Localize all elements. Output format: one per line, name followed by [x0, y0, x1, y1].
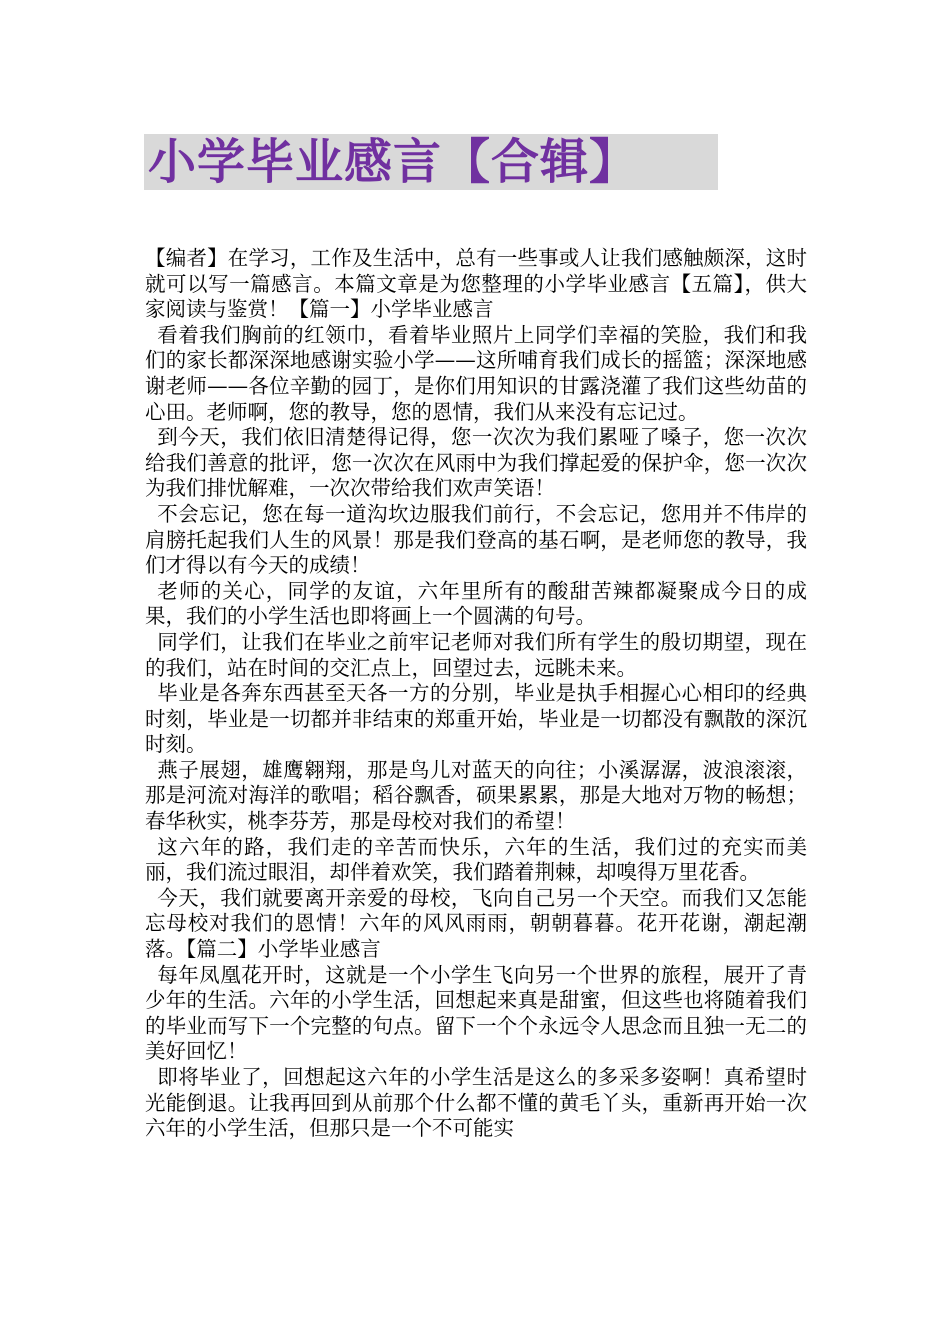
paragraph: 到今天，我们依旧清楚得记得，您一次次为我们累哑了嗓子，您一次次给我们善意的批评，您一次次在风雨中为我们撑起爱的保护伞，您一次次为我们排忧解难，一次次带给我们欢声笑语！ — [145, 425, 807, 501]
page-title: 小学毕业感言【合辑】 — [148, 134, 639, 190]
paragraph: 燕子展翅，雄鹰翱翔，那是鸟儿对蓝天的向往；小溪潺潺，波浪滚滚，那是河流对海洋的歌唱；稻谷飘香，硕果累累，那是大地对万物的畅想；春华秋实，桃李芬芳，那是母校对我们的希望！ — [145, 757, 807, 834]
paragraph: 这六年的路，我们走的辛苦而快乐，六年的生活，我们过的充实而美丽，我们流过眼泪，却伴着欢笑，我们踏着荆棘，却嗅得万里花香。 — [145, 834, 807, 885]
paragraph: 毕业是各奔东西甚至天各一方的分别，毕业是执手相握心心相印的经典时刻，毕业是一切都并非结束的郑重开始，毕业是一切都没有飘散的深沉时刻。 — [145, 681, 807, 757]
paragraph: 每年凤凰花开时，这就是一个小学生飞向另一个世界的旅程，展开了青少年的生活。六年的小学生活，回想起来真是甜蜜，但这些也将随着我们的毕业而写下一个完整的句点。留下一个个永远令人思念而且独一无二的美好回忆！ — [145, 962, 807, 1064]
paragraph: 老师的关心，同学的友谊，六年里所有的酸甜苦辣都凝聚成今日的成果，我们的小学生活也即将画上一个圆满的句号。 — [145, 578, 807, 629]
paragraph: 今天，我们就要离开亲爱的母校，飞向自己另一个天空。而我们又怎能忘母校对我们的恩情！六年的风风雨雨，朝朝暮暮。花开花谢，潮起潮落。【篇二】小学毕业感言 — [145, 885, 807, 962]
paragraph-intro: 【编者】在学习，工作及生活中，总有一些事或人让我们感触颇深，这时就可以写一篇感言。本篇文章是为您整理的小学毕业感言【五篇】，供大家阅读与鉴赏！【篇一】小学毕业感言 — [145, 246, 807, 322]
paragraph: 不会忘记，您在每一道沟坎边服我们前行，不会忘记，您用并不伟岸的肩膀托起我们人生的风景！那是我们登高的基石啊，是老师您的教导，我们才得以有今天的成绩！ — [145, 501, 807, 578]
paragraph: 同学们，让我们在毕业之前牢记老师对我们所有学生的殷切期望，现在的我们，站在时间的交汇点上，回望过去，远眺未来。 — [145, 629, 807, 680]
article-body — [145, 246, 807, 1142]
paragraph: 看着我们胸前的红领巾，看着毕业照片上同学们幸福的笑脸，我们和我们的家长都深深地感谢实验小学——这所哺育我们成长的摇篮；深深地感谢老师——各位辛勤的园丁，是你们用知识的甘露浇灌了我们这些幼苗的心田。老师啊，您的教导，您的恩情，我们从来没有忘记过。 — [145, 322, 807, 424]
paragraph: 即将毕业了，回想起这六年的小学生活是这么的多采多姿啊！真希望时光能倒退。让我再回到从前那个什么都不懂的黄毛丫头，重新再开始一次六年的小学生活，但那只是一个不可能实 — [145, 1065, 807, 1141]
